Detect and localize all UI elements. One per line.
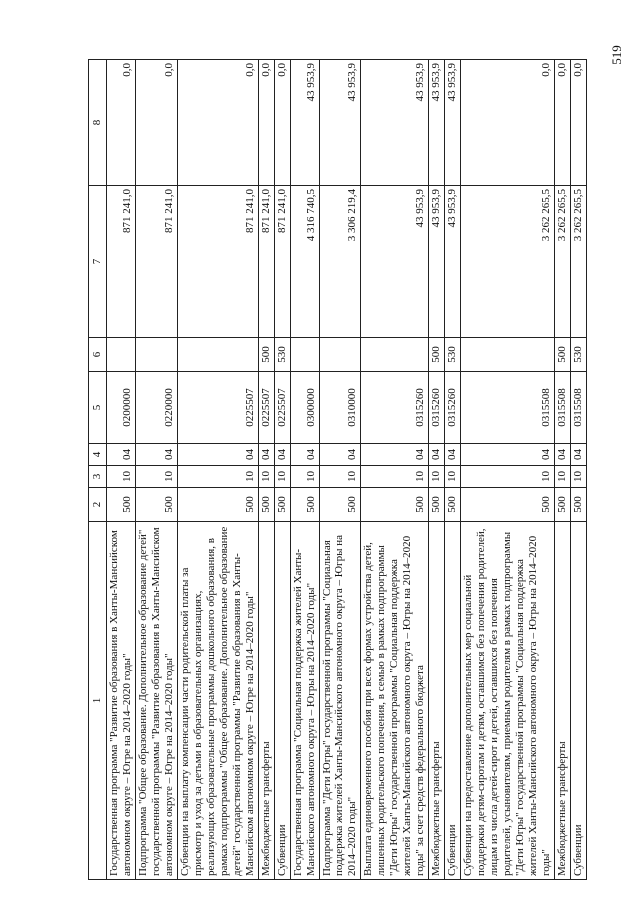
row-name: Субвенции <box>274 522 290 880</box>
table-row <box>135 60 177 880</box>
column-header: 8 <box>89 60 107 186</box>
cell-federal: 0,0 <box>258 60 274 186</box>
cell-amount: 871 241,0 <box>258 186 274 338</box>
cell-target: 0300000 <box>290 372 319 444</box>
cell-type <box>290 338 319 372</box>
cell-amount: 43 953,9 <box>429 186 445 338</box>
cell-section: 10 <box>429 466 445 488</box>
column-header: 2 <box>89 488 107 522</box>
cell-target: 0315260 <box>445 372 461 444</box>
cell-type <box>319 338 361 372</box>
cell-amount: 43 953,9 <box>361 186 429 338</box>
cell-amount: 4 316 740,5 <box>290 186 319 338</box>
cell-target: 0315508 <box>570 372 586 444</box>
cell-federal: 43 953,9 <box>445 60 461 186</box>
cell-code: 500 <box>177 488 258 522</box>
cell-code: 500 <box>429 488 445 522</box>
cell-code: 500 <box>361 488 429 522</box>
row-name: Субвенции <box>445 522 461 880</box>
table-row <box>290 60 319 880</box>
cell-federal: 0,0 <box>461 60 555 186</box>
cell-section: 10 <box>106 466 135 488</box>
cell-subsection: 04 <box>319 444 361 466</box>
cell-type <box>461 338 555 372</box>
cell-federal: 0,0 <box>177 60 258 186</box>
cell-subsection: 04 <box>445 444 461 466</box>
cell-subsection: 04 <box>177 444 258 466</box>
table-row <box>554 60 570 880</box>
cell-amount: 871 241,0 <box>135 186 177 338</box>
row-name: Подпрограмма "Общее образование. Дополнительное образование детей" государственной программы "Развитие образования в Ханты-Мансийском автономном округе – Югре на 2014–2020 годы" <box>135 522 177 880</box>
cell-target: 0225507 <box>258 372 274 444</box>
cell-federal: 43 953,9 <box>361 60 429 186</box>
table-row <box>258 60 274 880</box>
rotated-table-wrapper <box>88 60 588 880</box>
cell-federal: 0,0 <box>570 60 586 186</box>
cell-amount: 43 953,9 <box>445 186 461 338</box>
cell-subsection: 04 <box>570 444 586 466</box>
cell-subsection: 04 <box>290 444 319 466</box>
cell-target: 0315508 <box>554 372 570 444</box>
row-name: Субвенции на предоставление дополнительных мер социальной поддержки детям-сиротам и детям, оставшимся без попечения родителей, лицам из числа детей-сирот и детей, оставшихся без попечения родителей, усыновителям, приемным родителям в рамках подпрограммы "Дети Югры" государственной программы "Социальная поддержка жителей Ханты-Мансийского автономного округа – Югры на 2014–2020 годы" <box>461 522 555 880</box>
cell-code: 500 <box>461 488 555 522</box>
table-row <box>274 60 290 880</box>
cell-federal: 0,0 <box>135 60 177 186</box>
cell-subsection: 04 <box>554 444 570 466</box>
column-header: 3 <box>89 466 107 488</box>
column-header: 7 <box>89 186 107 338</box>
cell-amount: 3 262 265,5 <box>554 186 570 338</box>
cell-federal: 0,0 <box>274 60 290 186</box>
cell-amount: 3 262 265,5 <box>570 186 586 338</box>
cell-code: 500 <box>135 488 177 522</box>
table-row <box>361 60 429 880</box>
header-row <box>89 60 107 880</box>
row-name: Межбюджетные трансферты <box>554 522 570 880</box>
table-row <box>461 60 555 880</box>
cell-federal: 43 953,9 <box>319 60 361 186</box>
column-header: 6 <box>89 338 107 372</box>
cell-subsection: 04 <box>461 444 555 466</box>
cell-type <box>177 338 258 372</box>
cell-subsection: 04 <box>361 444 429 466</box>
row-name: Государственная программа "Социальная поддержка жителей Ханты-Мансийского автономного округа – Югры на 2014–2020 годы" <box>290 522 319 880</box>
cell-section: 10 <box>135 466 177 488</box>
cell-subsection: 04 <box>258 444 274 466</box>
cell-amount: 3 306 219,4 <box>319 186 361 338</box>
cell-type: 500 <box>258 338 274 372</box>
row-name: Субвенции <box>570 522 586 880</box>
row-name: Выплата единовременного пособия при всех формах устройства детей, лишенных родительского попечения, в семью в рамках подпрограммы "Дети Югры" государственной программы "Социальная поддержка жителей Ханты-Мансийского автономного округа – Югры на 2014–2020 годы" за счет средств федерального бюджета <box>361 522 429 880</box>
cell-section: 10 <box>290 466 319 488</box>
cell-subsection: 04 <box>106 444 135 466</box>
column-header: 1 <box>89 522 107 880</box>
cell-amount: 3 262 265,5 <box>461 186 555 338</box>
table-row <box>445 60 461 880</box>
row-name: Межбюджетные трансферты <box>258 522 274 880</box>
cell-target: 0200000 <box>106 372 135 444</box>
cell-section: 10 <box>461 466 555 488</box>
table-row <box>106 60 135 880</box>
cell-code: 500 <box>258 488 274 522</box>
cell-federal: 0,0 <box>554 60 570 186</box>
row-name: Межбюджетные трансферты <box>429 522 445 880</box>
cell-target: 0225507 <box>274 372 290 444</box>
cell-code: 500 <box>274 488 290 522</box>
cell-amount: 871 241,0 <box>274 186 290 338</box>
table-row <box>570 60 586 880</box>
cell-type: 530 <box>274 338 290 372</box>
cell-section: 10 <box>319 466 361 488</box>
cell-code: 500 <box>106 488 135 522</box>
cell-section: 10 <box>361 466 429 488</box>
cell-type <box>106 338 135 372</box>
table-row <box>177 60 258 880</box>
cell-target: 0310000 <box>319 372 361 444</box>
table-row <box>319 60 361 880</box>
row-name: Государственная программа "Развитие образования в Ханты-Мансийском автономном округе – Югре на 2014–2020 годы" <box>106 522 135 880</box>
cell-section: 10 <box>258 466 274 488</box>
cell-section: 10 <box>570 466 586 488</box>
cell-subsection: 04 <box>429 444 445 466</box>
cell-type: 530 <box>570 338 586 372</box>
cell-code: 500 <box>554 488 570 522</box>
cell-section: 10 <box>274 466 290 488</box>
cell-type: 500 <box>554 338 570 372</box>
cell-code: 500 <box>445 488 461 522</box>
cell-federal: 43 953,9 <box>290 60 319 186</box>
column-header: 4 <box>89 444 107 466</box>
row-name: Субвенции на выплату компенсации части родительской платы за присмотр и уход за детьми в образовательных организациях, реализующих образовательные программы дошкольного образования, в рамках подпрограммы "Общее образование. Дополнительное образование детей" государственной программы "Развитие образования в Ханты-Мансийском автономном округе – Югре на 2014–2020 годы" <box>177 522 258 880</box>
cell-code: 500 <box>290 488 319 522</box>
table-row <box>429 60 445 880</box>
cell-amount: 871 241,0 <box>177 186 258 338</box>
cell-type: 530 <box>445 338 461 372</box>
page-number: 519 <box>609 45 624 65</box>
cell-target: 0315508 <box>461 372 555 444</box>
cell-type: 500 <box>429 338 445 372</box>
cell-section: 10 <box>554 466 570 488</box>
row-name: Подпрограмма "Дети Югры" государственной программы "Социальная поддержка жителей Ханты-Мансийского автономного округа – Югры на 2014–2020 годы" <box>319 522 361 880</box>
cell-subsection: 04 <box>135 444 177 466</box>
cell-section: 10 <box>177 466 258 488</box>
cell-code: 500 <box>570 488 586 522</box>
budget-table <box>88 59 587 880</box>
cell-federal: 0,0 <box>106 60 135 186</box>
cell-subsection: 04 <box>274 444 290 466</box>
cell-amount: 871 241,0 <box>106 186 135 338</box>
cell-target: 0220000 <box>135 372 177 444</box>
cell-target: 0225507 <box>177 372 258 444</box>
cell-federal: 43 953,9 <box>429 60 445 186</box>
cell-type <box>361 338 429 372</box>
cell-type <box>135 338 177 372</box>
cell-section: 10 <box>445 466 461 488</box>
cell-target: 0315260 <box>361 372 429 444</box>
column-header: 5 <box>89 372 107 444</box>
cell-target: 0315260 <box>429 372 445 444</box>
cell-code: 500 <box>319 488 361 522</box>
